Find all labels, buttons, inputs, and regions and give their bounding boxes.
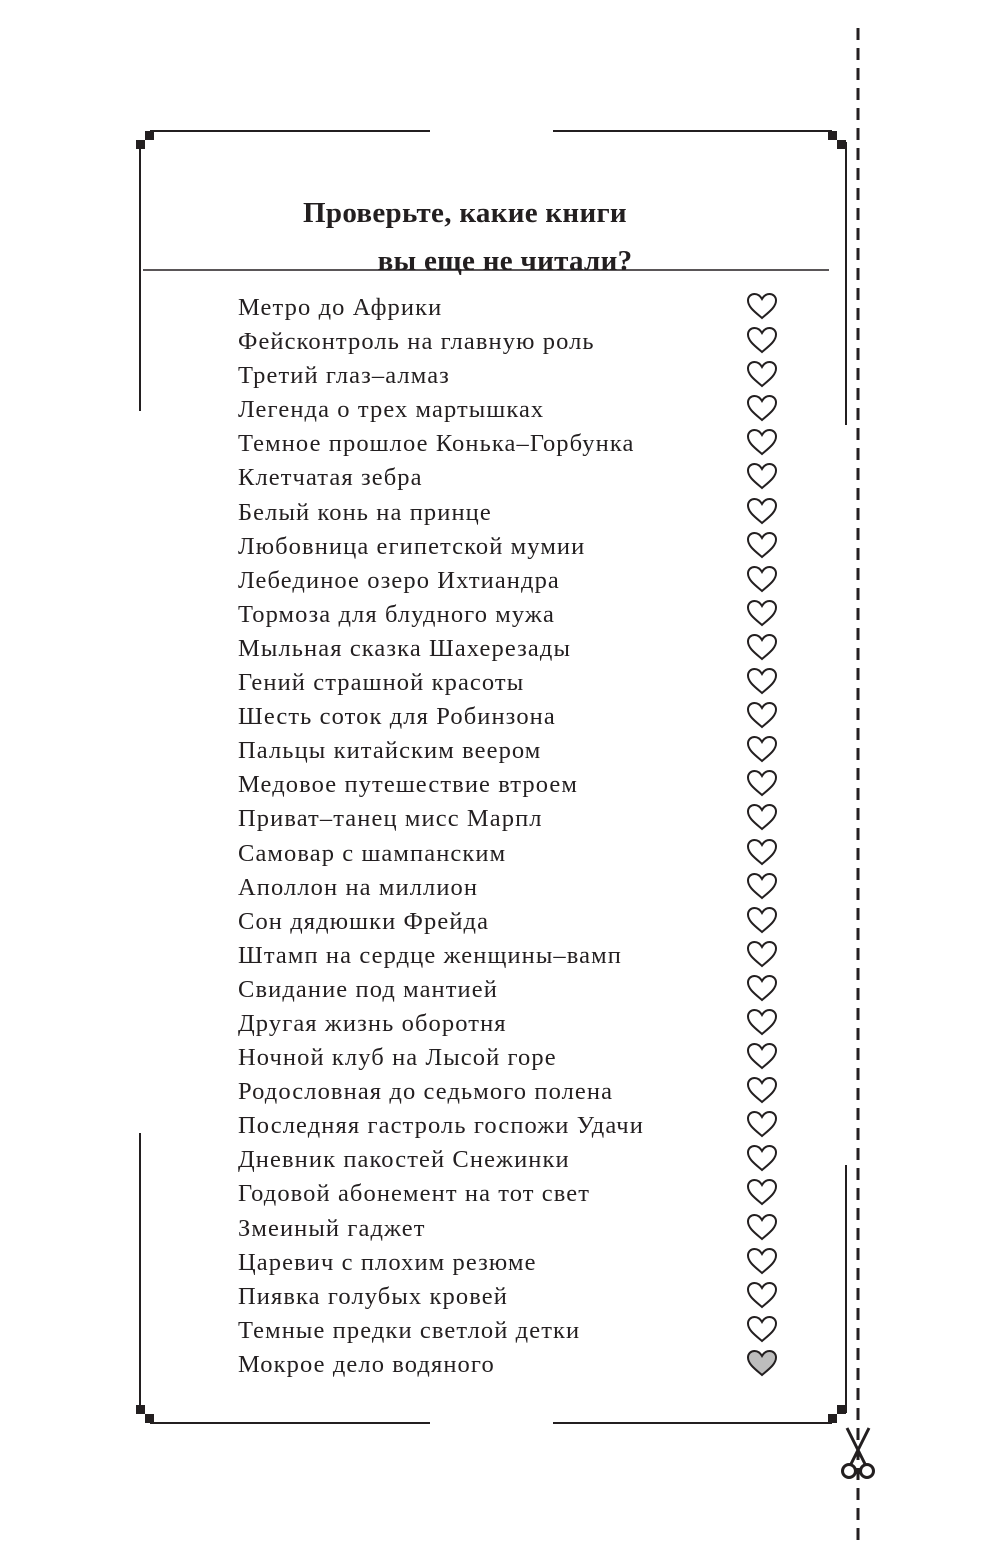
list-item — [238, 631, 798, 665]
heart-outline-icon[interactable] — [745, 427, 779, 457]
list-item — [238, 495, 798, 529]
list-item — [238, 1245, 798, 1279]
book-title: Последняя гастроль госпожи Удачи — [238, 1112, 644, 1140]
list-item — [238, 358, 798, 392]
list-item — [238, 938, 798, 972]
list-item — [238, 529, 798, 563]
heart-outline-icon[interactable] — [745, 632, 779, 662]
book-title: Аполлон на миллион — [238, 873, 479, 901]
heart-outline-icon[interactable] — [745, 871, 779, 901]
heart-outline-icon[interactable] — [745, 939, 779, 969]
book-title: Темное прошлое Конька–Горбунка — [238, 430, 635, 458]
list-item — [238, 836, 798, 870]
heart-outline-icon[interactable] — [745, 1246, 779, 1276]
list-item — [238, 665, 798, 699]
book-title: Белый конь на принце — [238, 498, 492, 526]
list-item — [238, 392, 798, 426]
heart-outline-icon[interactable] — [745, 1177, 779, 1207]
book-title: Змеиный гаджет — [238, 1214, 426, 1242]
book-title: Мыльная сказка Шахерезады — [238, 634, 572, 662]
heart-outline-icon[interactable] — [745, 564, 779, 594]
heart-outline-icon[interactable] — [745, 1041, 779, 1071]
book-title: Темные предки светлой детки — [238, 1316, 581, 1344]
list-item — [238, 290, 798, 324]
heart-outline-icon[interactable] — [745, 768, 779, 798]
list-item — [238, 1279, 798, 1313]
heart-filled-icon[interactable] — [745, 1348, 779, 1378]
heart-outline-icon[interactable] — [745, 905, 779, 935]
book-title: Штамп на сердце женщины–вамп — [238, 941, 622, 969]
heart-outline-icon[interactable] — [745, 496, 779, 526]
title-line-1: Проверьте, какие книги — [303, 197, 627, 230]
heart-outline-icon[interactable] — [745, 393, 779, 423]
book-title: Самовар с шампанским — [238, 839, 507, 867]
heart-outline-icon[interactable] — [745, 1075, 779, 1105]
book-title: Шесть соток для Робинзона — [238, 703, 556, 731]
list-item — [238, 1347, 798, 1381]
book-title: Свидание под мантией — [238, 975, 498, 1003]
list-item — [238, 1074, 798, 1108]
book-title: Сон дядюшки Фрейда — [238, 907, 490, 935]
book-title: Ночной клуб на Лысой горе — [238, 1044, 557, 1072]
book-checklist — [238, 290, 798, 1381]
heart-outline-icon[interactable] — [745, 1314, 779, 1344]
heart-outline-icon[interactable] — [745, 598, 779, 628]
list-item — [238, 1176, 798, 1210]
book-title: Метро до Африки — [238, 294, 443, 321]
list-item — [238, 1108, 798, 1142]
book-title: Фейсконтроль на главную роль — [238, 328, 595, 356]
heart-outline-icon[interactable] — [745, 291, 779, 321]
book-title: Медовое путешествие втроем — [238, 771, 578, 799]
book-title: Пальцы китайским веером — [238, 737, 542, 765]
list-item — [238, 801, 798, 835]
title-line-2: вы еще не читали? — [377, 245, 633, 278]
heart-outline-icon[interactable] — [745, 802, 779, 832]
heart-outline-icon[interactable] — [745, 530, 779, 560]
heart-outline-icon[interactable] — [745, 1143, 779, 1173]
book-title: Третий глаз–алмаз — [238, 362, 450, 390]
book-title: Тормоза для блудного мужа — [238, 600, 555, 628]
list-item — [238, 1040, 798, 1074]
page-title — [140, 189, 830, 285]
book-title: Родословная до седьмого полена — [238, 1078, 614, 1106]
book-title: Мокрое дело водяного — [238, 1350, 495, 1378]
heart-outline-icon[interactable] — [745, 1109, 779, 1139]
list-item — [238, 972, 798, 1006]
heart-outline-icon[interactable] — [745, 1007, 779, 1037]
list-item — [238, 563, 798, 597]
book-title: Легенда о трех мартышках — [238, 396, 545, 424]
book-title: Дневник пакостей Снежинки — [238, 1146, 570, 1174]
book-title: Царевич с плохим резюме — [238, 1248, 537, 1276]
book-title: Пиявка голубых кровей — [238, 1282, 508, 1310]
list-item — [238, 1211, 798, 1245]
list-item — [238, 904, 798, 938]
list-item — [238, 460, 798, 494]
book-title: Гений страшной красоты — [238, 669, 525, 697]
list-item — [238, 699, 798, 733]
heart-outline-icon[interactable] — [745, 734, 779, 764]
heart-outline-icon[interactable] — [745, 973, 779, 1003]
book-title: Любовница египетской мумии — [238, 532, 586, 560]
list-item — [238, 324, 798, 358]
list-item — [238, 1313, 798, 1347]
heart-outline-icon[interactable] — [745, 700, 779, 730]
heart-outline-icon[interactable] — [745, 359, 779, 389]
heart-outline-icon[interactable] — [745, 837, 779, 867]
list-item — [238, 733, 798, 767]
book-title: Другая жизнь оборотня — [238, 1009, 507, 1037]
list-item — [238, 1142, 798, 1176]
heart-outline-icon[interactable] — [745, 325, 779, 355]
heart-outline-icon[interactable] — [745, 1280, 779, 1310]
heart-outline-icon[interactable] — [745, 666, 779, 696]
list-item — [238, 1006, 798, 1040]
list-item — [238, 870, 798, 904]
heart-outline-icon[interactable] — [745, 461, 779, 491]
book-title: Клетчатая зебра — [238, 464, 423, 492]
book-title: Приват–танец мисс Марпл — [238, 805, 543, 833]
book-title: Лебединое озеро Ихтиандра — [238, 566, 560, 594]
list-item — [238, 426, 798, 460]
list-item — [238, 597, 798, 631]
list-item — [238, 767, 798, 801]
book-title: Годовой абонемент на тот свет — [238, 1180, 591, 1208]
heart-outline-icon[interactable] — [745, 1212, 779, 1242]
